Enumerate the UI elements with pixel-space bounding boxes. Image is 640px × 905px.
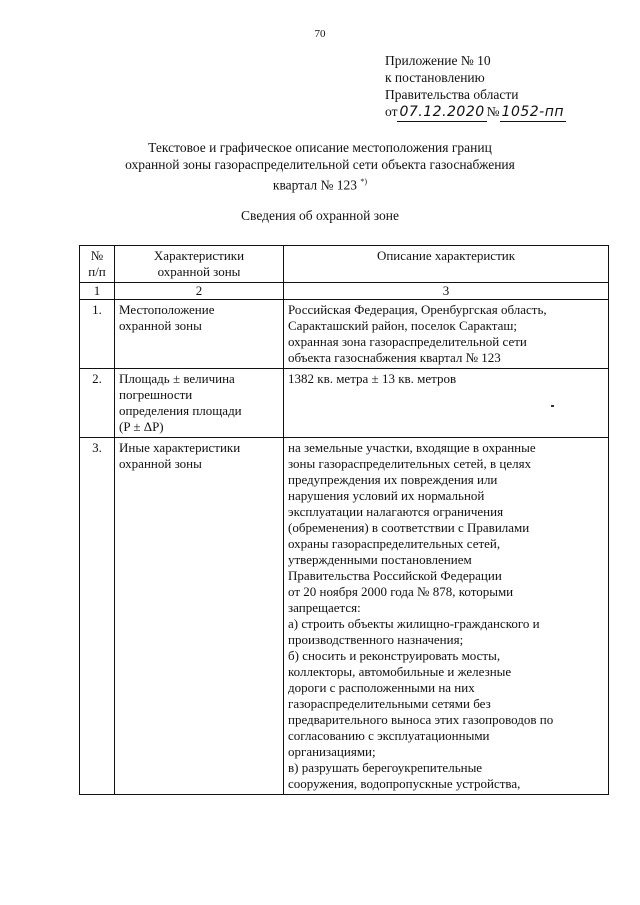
title-line-1: Текстовое и графическое описание местоположения границ [148,140,492,155]
column-number-3: 3 [284,283,609,300]
row-characteristic: Площадь ± величина погрешности определения площади (P ± ΔP) [115,369,284,438]
row-description: 1382 кв. метра ± 13 кв. метров [284,369,609,438]
row-characteristic: Иные характеристики охранной зоны [115,438,284,795]
table-row [80,300,609,369]
table-row [80,369,609,438]
section-subtitle: Сведения об охранной зоне [241,208,399,223]
footnote-mark: *) [360,177,368,186]
row-number: 2. [80,369,115,438]
appendix-ot: от [385,104,398,119]
row-number: 1. [80,300,115,369]
page-number: 70 [314,28,326,40]
appendix-line-3: Правительства области [385,87,519,102]
table-row [80,438,609,795]
appendix-block [385,52,566,122]
header-cell-number: № п/п [80,246,115,283]
title-line-2: охранной зоны газораспределительной сети объекта газоснабжения [125,157,515,172]
row-characteristic: Местоположение охранной зоны [115,300,284,369]
column-number-1: 1 [80,283,115,300]
row-number: 3. [80,438,115,795]
header-cell-description: Описание характеристик [284,246,609,283]
handwritten-number: 1052-пп [501,104,565,120]
appendix-signature-line [385,103,566,122]
title-line-3 [0,173,640,194]
stray-mark [551,405,554,407]
appendix-no: № [486,104,500,119]
row-description: на земельные участки, входящие в охранные зоны газораспределительных сетей, в целях предупреждения их повреждения или нарушения условий их нормальной эксплуатации налагаются ограничения (обременения) в соответствии с Правилами охраны газораспределительных сетей, утвержденными постановлением Правительства Российской Федерации от 20 ноября 2000 года № 878, которыми запрещается: а) строить объекты жилищно-гражданского и производственного назначения; б) сносить и реконструировать мосты, коллекторы, автомобильные и железные дороги с расположенными на них газораспределительными сетями без предварительного выноса этих газопроводов по согласованию с эксплуатационными организациями; в) разрушать берегоукрепительные сооружения, водопропускные устройства, [284,438,609,795]
row-description: Российская Федерация, Оренбургская область, Саракташский район, поселок Саракташ; охранная зона газораспределительной сети объекта газоснабжения квартал № 123 [284,300,609,369]
appendix-line-2: к постановлению [385,70,485,85]
document-title [0,139,640,194]
table-header-row [80,246,609,283]
handwritten-date: 07.12.2020 [399,104,485,120]
appendix-line-1: Приложение № 10 [385,53,491,68]
header-cell-characteristic: Характеристики охранной зоны [115,246,284,283]
column-number-2: 2 [115,283,284,300]
zone-info-table [79,245,609,795]
title-line-3-text: квартал № 123 [272,177,358,193]
column-number-row [80,283,609,300]
